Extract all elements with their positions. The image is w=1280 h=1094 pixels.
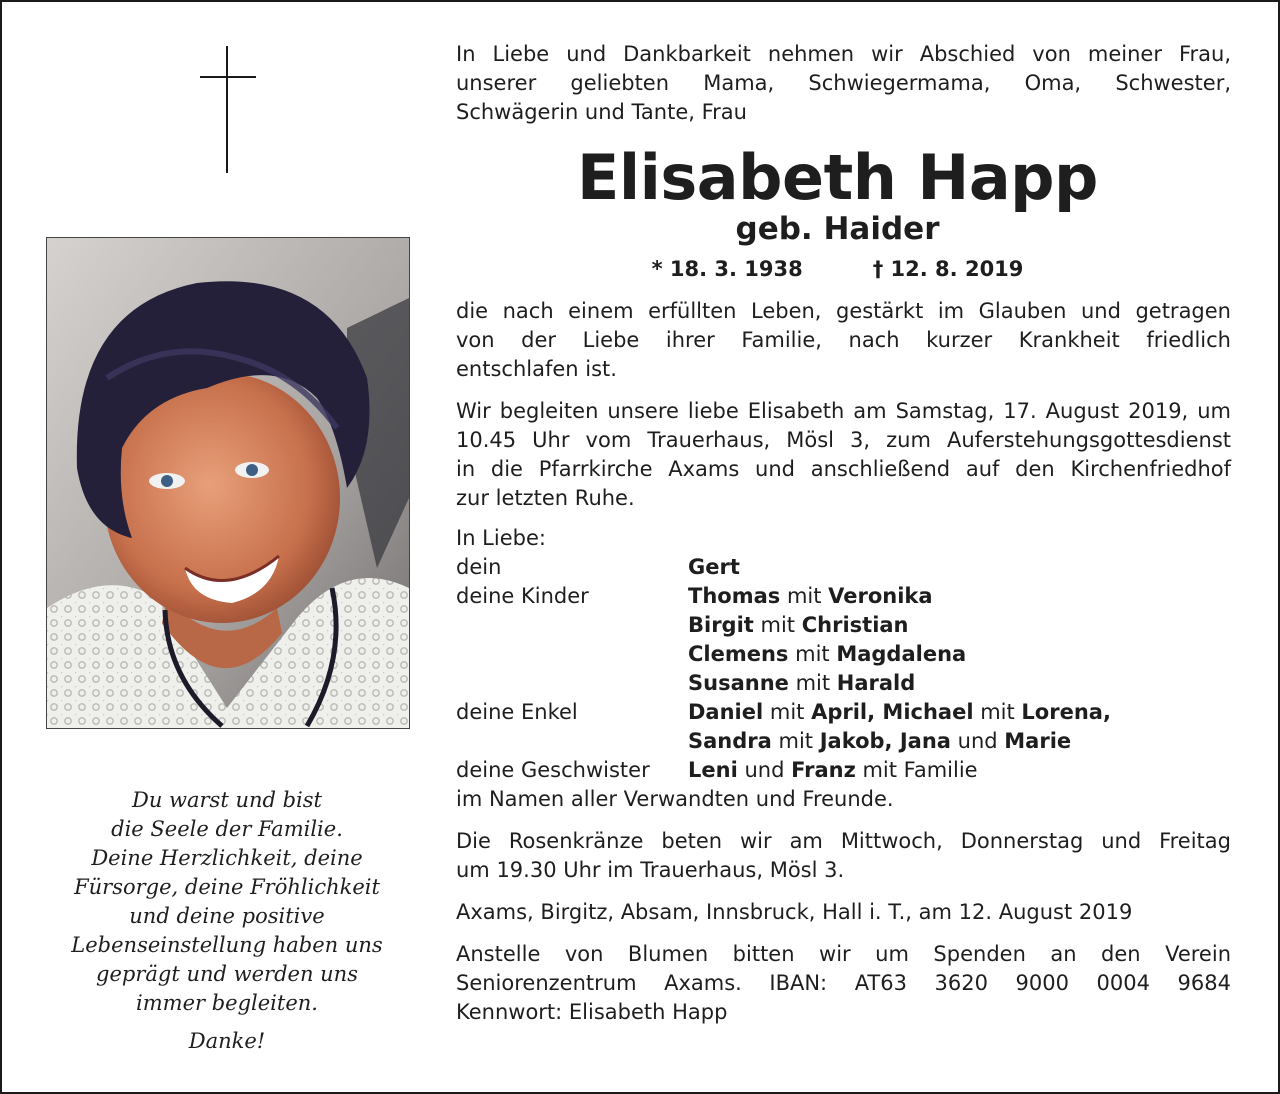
rosary-paragraph bbox=[456, 827, 1231, 885]
family-name: Lorena, bbox=[1021, 700, 1111, 724]
quote-line: Du warst und bist bbox=[131, 788, 322, 812]
funeral-paragraph bbox=[456, 397, 1231, 513]
family-name: Gert bbox=[688, 555, 740, 579]
family-name: Susanne bbox=[688, 671, 789, 695]
family-name: Harald bbox=[836, 671, 916, 695]
intro-line: In Liebe und Dankbarkeit nehmen wir Abschied von meiner Frau, bbox=[456, 42, 1231, 66]
text-line: entschlafen ist. bbox=[456, 357, 617, 381]
death-date: † 12. 8. 2019 bbox=[872, 257, 1024, 281]
family-name: Thomas bbox=[688, 584, 781, 608]
family-relation: deine Geschwister bbox=[456, 758, 650, 782]
family-members bbox=[688, 611, 909, 640]
family-relation: dein bbox=[456, 555, 502, 579]
quote-thanks: Danke! bbox=[188, 1029, 266, 1053]
intro-paragraph bbox=[456, 40, 1231, 127]
family-members bbox=[688, 727, 1071, 756]
text-line: in die Pfarrkirche Axams und anschließend auf den Kirchenfriedhof bbox=[456, 457, 1231, 481]
intro-line: Schwägerin und Tante, Frau bbox=[456, 100, 747, 124]
family-relation bbox=[456, 669, 688, 698]
family-relation bbox=[456, 727, 688, 756]
text-line: Wir begleiten unsere liebe Elisabeth am Samstag, 17. August 2019, um bbox=[456, 399, 1231, 423]
family-relation: deine Kinder bbox=[456, 584, 589, 608]
places-line bbox=[456, 898, 1231, 927]
text-line: von der Liebe ihrer Familie, nach kurzer Krankheit friedlich bbox=[456, 328, 1231, 352]
family-closing: im Namen aller Verwandten und Freunde. bbox=[456, 787, 894, 811]
family-name: Daniel bbox=[688, 700, 764, 724]
family-name: Birgit bbox=[688, 613, 754, 637]
quote-line: immer begleiten. bbox=[136, 991, 318, 1015]
family-members bbox=[688, 640, 966, 669]
text-line: die nach einem erfüllten Leben, gestärkt im Glauben und getragen bbox=[456, 299, 1231, 323]
text-line: Seniorenzentrum Axams. IBAN: AT63 3620 9000 0004 9684 bbox=[456, 971, 1231, 995]
text-line: um 19.30 Uhr im Trauerhaus, Mösl 3. bbox=[456, 858, 845, 882]
family-row bbox=[456, 698, 1231, 727]
family-name: Leni bbox=[688, 758, 738, 782]
family-heading: In Liebe: bbox=[456, 526, 546, 550]
family-name: Sandra bbox=[688, 729, 772, 753]
family-name: Christian bbox=[801, 613, 909, 637]
donation-paragraph bbox=[456, 940, 1231, 1027]
text-line: Die Rosenkränze beten wir am Mittwoch, Donnerstag und Freitag bbox=[456, 829, 1231, 853]
quote-line: Deine Herzlichkeit, deine bbox=[91, 846, 363, 870]
birth-date: * 18. 3. 1938 bbox=[651, 257, 803, 281]
text-line: zur letzten Ruhe. bbox=[456, 486, 635, 510]
cross-icon bbox=[200, 46, 256, 173]
family-members bbox=[688, 756, 978, 785]
family-members bbox=[688, 698, 1111, 727]
text-line: Axams, Birgitz, Absam, Innsbruck, Hall i. T., am 12. August 2019 bbox=[456, 900, 1133, 924]
family-row bbox=[456, 756, 1231, 785]
life-dates bbox=[444, 255, 1231, 284]
family-connector: und bbox=[950, 729, 1005, 753]
family-row bbox=[456, 727, 1231, 756]
family-list bbox=[456, 524, 1231, 814]
intro-line: unserer geliebten Mama, Schwiegermama, Oma, Schwester, bbox=[456, 71, 1231, 95]
family-row bbox=[456, 582, 1231, 611]
family-connector: und bbox=[737, 758, 792, 782]
text-line: Anstelle von Blumen bitten wir um Spenden an den Verein bbox=[456, 942, 1231, 966]
family-connector: mit bbox=[780, 584, 829, 608]
family-connector: mit bbox=[771, 729, 820, 753]
family-name: Marie bbox=[1004, 729, 1072, 753]
text-line: Kennwort: Elisabeth Happ bbox=[456, 1000, 728, 1024]
deceased-name: Elisabeth Happ bbox=[577, 141, 1098, 214]
family-connector: mit bbox=[763, 700, 812, 724]
family-members bbox=[688, 582, 933, 611]
family-name: Jakob, Jana bbox=[819, 729, 951, 753]
family-connector: mit bbox=[973, 700, 1022, 724]
maiden-name: geb. Haider bbox=[735, 211, 940, 247]
family-members bbox=[688, 553, 740, 582]
family-relation bbox=[456, 640, 688, 669]
family-name: Magdalena bbox=[836, 642, 967, 666]
memorial-quote bbox=[46, 786, 408, 1056]
family-row bbox=[456, 611, 1231, 640]
family-name: Franz bbox=[791, 758, 856, 782]
family-connector: mit bbox=[788, 671, 837, 695]
family-connector: mit bbox=[753, 613, 802, 637]
family-row bbox=[456, 640, 1231, 669]
family-members bbox=[688, 669, 915, 698]
family-row bbox=[456, 669, 1231, 698]
notice-text bbox=[456, 40, 1231, 1027]
family-relation bbox=[456, 611, 688, 640]
quote-line: und deine positive bbox=[129, 904, 325, 928]
family-name: April, Michael bbox=[811, 700, 974, 724]
family-name: Veronika bbox=[828, 584, 933, 608]
quote-line: die Seele der Familie. bbox=[111, 817, 343, 841]
passing-paragraph bbox=[456, 297, 1231, 384]
family-relation: deine Enkel bbox=[456, 700, 578, 724]
portrait-photo bbox=[46, 237, 410, 729]
quote-line: Lebenseinstellung haben uns bbox=[71, 933, 383, 957]
text-line: 10.45 Uhr vom Trauerhaus, Mösl 3, zum Auferstehungsgottesdienst bbox=[456, 428, 1231, 452]
family-connector: mit Familie bbox=[855, 758, 978, 782]
family-row bbox=[456, 553, 1231, 582]
family-connector: mit bbox=[788, 642, 837, 666]
quote-line: geprägt und werden uns bbox=[96, 962, 358, 986]
quote-line: Fürsorge, deine Fröhlichkeit bbox=[74, 875, 380, 899]
family-name: Clemens bbox=[688, 642, 789, 666]
